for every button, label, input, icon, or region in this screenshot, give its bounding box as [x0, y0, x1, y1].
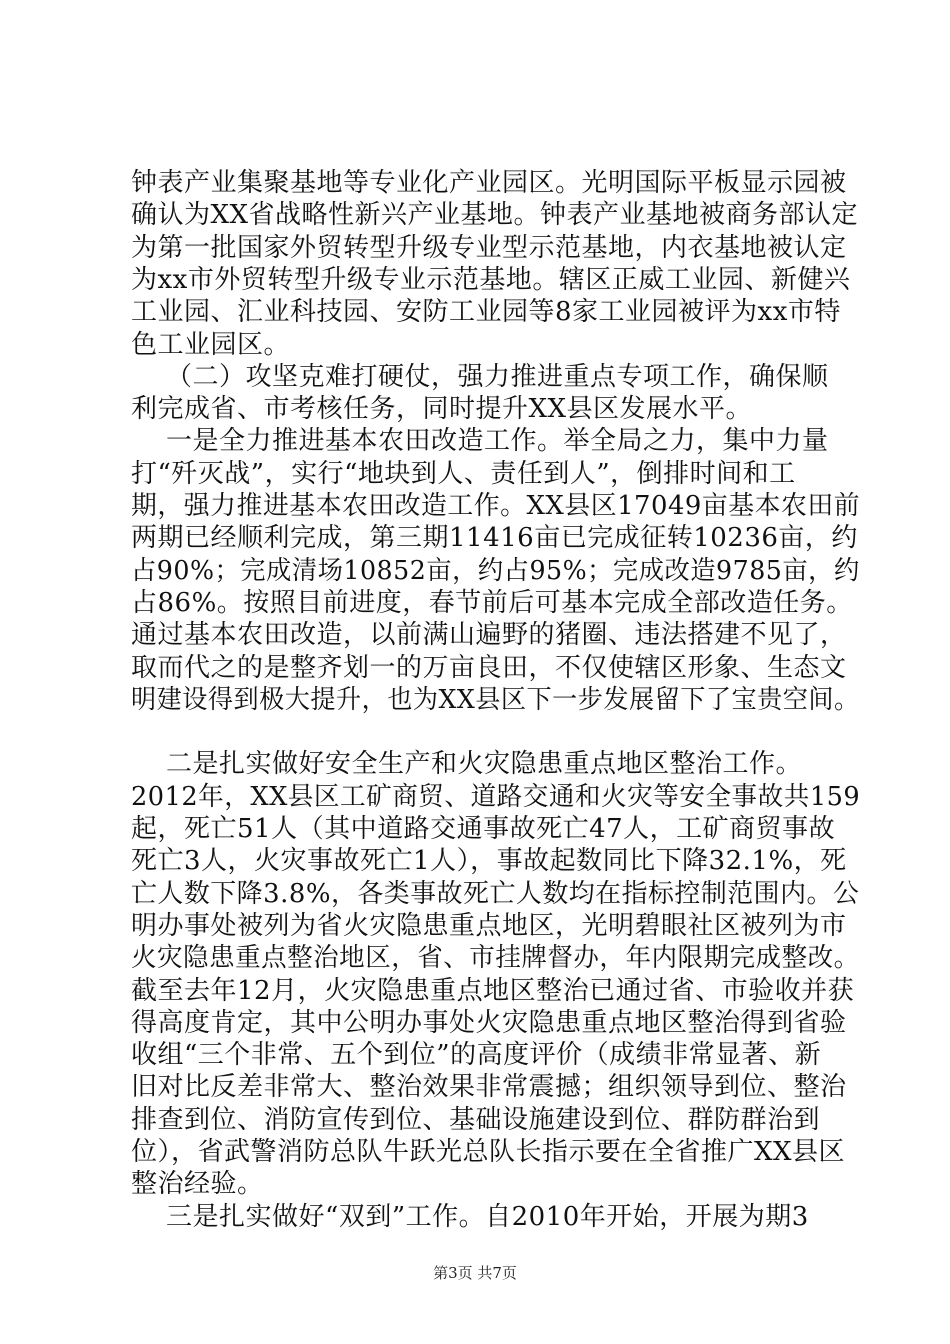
text-line: 明建设得到极大提升，也为XX县区下一步发展留下了宝贵空间。 [131, 684, 860, 715]
text-line: 利完成省、市考核任务，同时提升XX县区发展水平。 [131, 394, 753, 425]
text-line: 排查到位、消防宣传到位、基础设施建设到位、群防群治到 [131, 1104, 821, 1135]
text-line: 明办事处被列为省火灾隐患重点地区，光明碧眼社区被列为市 [131, 910, 847, 941]
text-line: 亡人数下降3.8%，各类事故死亡人数均在指标控制范围内。公 [131, 878, 860, 909]
text-line: 确认为XX省战略性新兴产业基地。钟表产业基地被商务部认定 [131, 200, 859, 231]
text-line: 通过基本农田改造，以前满山遍野的猪圈、违法搭建不见了， [131, 620, 847, 651]
text-line: 起，死亡51人（其中道路交通事故死亡47人，工矿商贸事故 [131, 814, 836, 844]
text-line: 两期已经顺利完成，第三期11416亩已完成征转10236亩，约 [131, 523, 858, 554]
text-line: 死亡3人，火灾事故死亡1人），事故起数同比下降32.1%，死 [131, 846, 847, 877]
text-line: 得高度肯定，其中公明办事处火灾隐患重点地区整治得到省验 [131, 1007, 847, 1038]
text-line: 三是扎实做好“双到”工作。自2010年开始，开展为期3 [131, 1201, 809, 1232]
text-line: 工业园、汇业科技园、安防工业园等8家工业园被评为xx市特 [131, 297, 841, 328]
text-line: 二是扎实做好安全生产和火灾隐患重点地区整治工作。 [131, 749, 803, 780]
text-line: 占90%；完成清场10852亩，约占95%；完成改造9785亩，约 [131, 555, 860, 586]
page-footer: 第3页 共7页 [433, 1264, 517, 1282]
text-line: 整治经验。 [131, 1169, 264, 1200]
text-line: 位），省武警消防总队牛跃光总队长指示要在全省推广XX县区 [131, 1137, 846, 1167]
text-line: 火灾隐患重点整治地区，省、市挂牌督办，年内限期完成整改。 [131, 943, 860, 974]
text-line: 钟表产业集聚基地等专业化产业园区。光明国际平板显示园被 [131, 168, 847, 198]
text-line: 旧对比反差非常大、整治效果非常震撼；组织领导到位、整治 [131, 1072, 847, 1103]
text-line: 为xx市外贸转型升级专业示范基地。辖区正威工业园、新健兴 [131, 264, 851, 295]
text-line: 一是全力推进基本农田改造工作。举全局之力，集中力量 [131, 426, 829, 457]
text-line: （二）攻坚克难打硬仗，强力推进重点专项工作，确保顺 [131, 361, 829, 392]
text-line: 为第一批国家外贸转型升级专业型示范基地，内衣基地被认定 [131, 232, 847, 263]
text-line: 收组“三个非常、五个到位”的高度评价（成绩非常显著、新 [131, 1040, 822, 1071]
text-line: 截至去年12月，火灾隐患重点地区整治已通过省、市验收并获 [131, 975, 855, 1006]
text-line: 2012年，XX县区工矿商贸、道路交通和火灾等安全事故共159 [131, 781, 861, 812]
text-line: 取而代之的是整齐划一的万亩良田，不仅使辖区形象、生态文 [131, 652, 847, 683]
text-line: 色工业园区。 [131, 329, 291, 360]
text-line: 期，强力推进基本农田改造工作。XX县区17049亩基本农田前 [131, 491, 861, 521]
text-line: 占86%。按照目前进度，春节前后可基本完成全部改造任务。 [131, 587, 853, 618]
text-line: 打“歼灭战”，实行“地块到人、责任到人”，倒排时间和工 [131, 458, 796, 489]
